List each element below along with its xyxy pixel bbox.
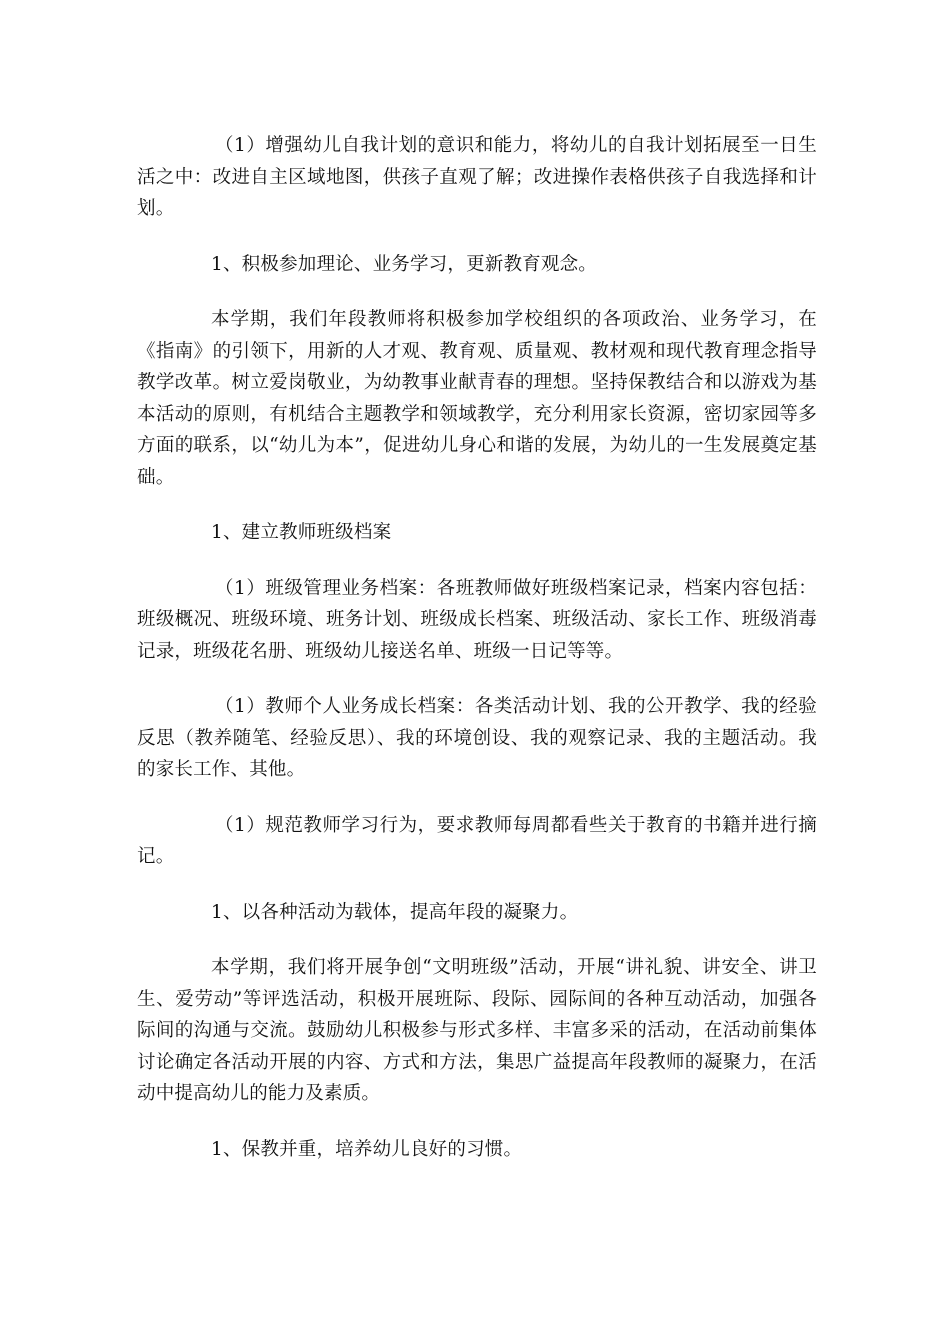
- paragraph-teacher-study: 本学期，我们年段教师将积极参加学校组织的各项政治、业务学习，在《指南》的引领下，用新的人才观、教育观、质量观、教材观和现代教育理念指导教学改革。树立爱岗敬业，为幼教事业献青春的理想。坚持保教结合和以游戏为基本活动的原则，有机结合主题教学和领域教学，充分利用家长资源，密切家园等多方面的联系，以“幼儿为本”，促进幼儿身心和谐的发展，为幼儿的一生发展奠定基础。: [137, 309, 817, 488]
- heading-good-habits: 1、保教并重，培养幼儿良好的习惯。: [211, 1138, 523, 1160]
- paragraph-learning-behavior: （1）规范教师学习行为，要求教师每周都看些关于教育的书籍并进行摘记。: [137, 814, 817, 867]
- paragraph-teacher-growth-archive: （1）教师个人业务成长档案：各类活动计划、我的公开教学、我的经验反思（教养随笔、经验反思）、我的环境创设、我的观察记录、我的主题活动。我的家长工作、其他。: [137, 696, 817, 780]
- heading-activities-cohesion: 1、以各种活动为载体，提高年段的凝聚力。: [211, 901, 579, 923]
- heading-theory-study: 1、积极参加理论、业务学习，更新教育观念。: [211, 253, 597, 275]
- document-body: [137, 130, 817, 1189]
- paragraph-self-planning: （1）增强幼儿自我计划的意识和能力，将幼儿的自我计划拓展至一日生活之中：改进自主区域地图，供孩子直观了解；改进操作表格供孩子自我选择和计划。: [137, 135, 817, 219]
- paragraph-activities: 本学期，我们将开展争创“文明班级”活动，开展“讲礼貌、讲安全、讲卫生、爱劳动”等评选活动，积极开展班际、段际、园际间的各种互动活动，加强各际间的沟通与交流。鼓励幼儿积极参与形式多样、丰富多采的活动，在活动前集体讨论确定各活动开展的内容、方式和方法，集思广益提高年段教师的凝聚力，在活动中提高幼儿的能力及素质。: [137, 957, 817, 1104]
- paragraph-class-management-archive: （1）班级管理业务档案：各班教师做好班级档案记录，档案内容包括：班级概况、班级环境、班务计划、班级成长档案、班级活动、家长工作、班级消毒记录，班级花名册、班级幼儿接送名单、班级一日记等等。: [137, 577, 817, 662]
- heading-class-archives: 1、建立教师班级档案: [211, 522, 392, 543]
